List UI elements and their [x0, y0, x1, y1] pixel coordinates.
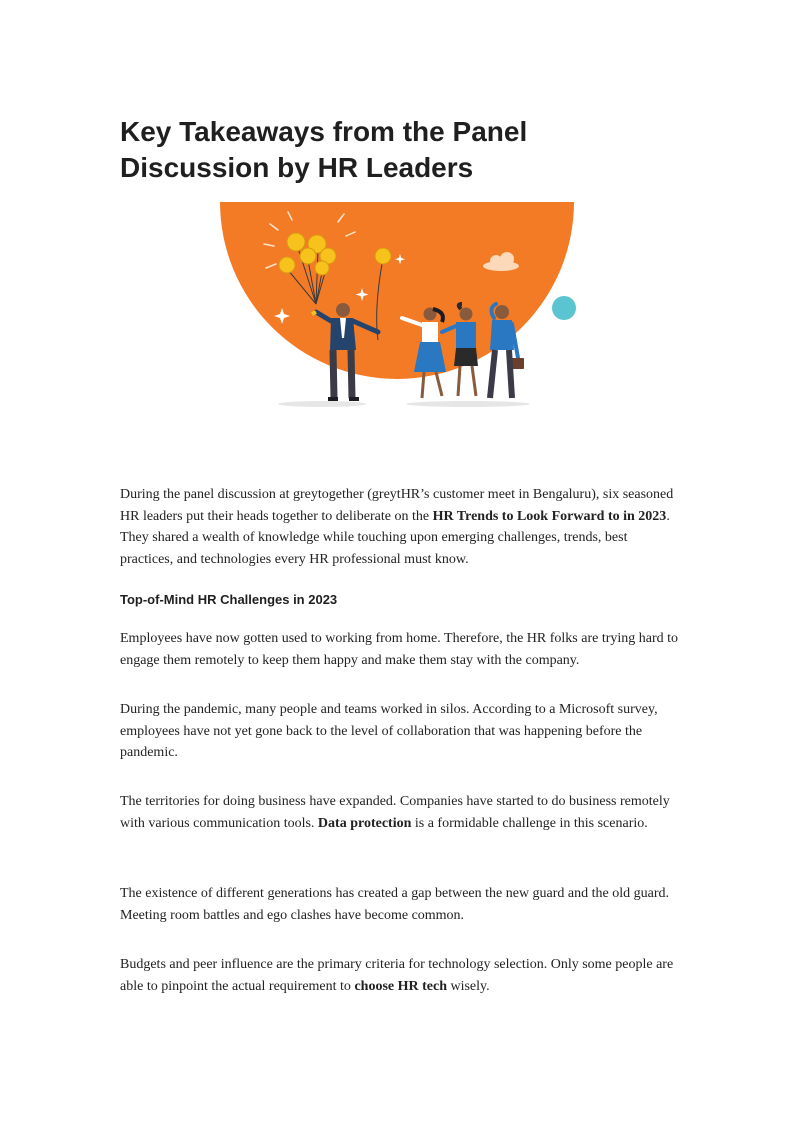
choose-hr-tech-link[interactable]: choose HR tech: [354, 978, 447, 994]
challenge-paragraph-4: The existence of different generations has created a gap between the new guard and the old guard. Meeting room battles and ego clashes have become common.: [120, 886, 670, 923]
challenge-paragraph-3: The territories for doing business have expanded. Companies have started to do business remotely with various communication tools. Data protection is a formidable challenge in this scenario.: [120, 794, 670, 831]
hero-illustration: [218, 200, 578, 412]
orange-semicircle-shape: [220, 202, 574, 379]
page-title: [120, 114, 680, 186]
section-heading: Top-of-Mind HR Challenges in 2023: [120, 592, 338, 607]
ground-shadow: [406, 401, 530, 407]
data-protection-link[interactable]: Data protection: [317, 815, 412, 831]
intro-paragraph: During the panel discussion at greytogether (greytHR’s customer meet in Bengaluru), six seasoned HR leaders put their heads together to deliberate on the HR Trends to Look Forward to in 2023. They shared a wealth of knowledge while touching upon emerging challenges, trends, best practices, and technologies every HR professional must know.: [120, 487, 674, 567]
teal-circle-shape: [552, 296, 576, 320]
challenge-paragraph-1: Employees have now gotten used to working from home. Therefore, the HR folks are trying hard to engage them remotely to keep them happy and make them stay with the company.: [120, 631, 679, 668]
hr-trends-link[interactable]: HR Trends to Look Forward to in 2023: [432, 508, 667, 524]
title-line-2: Discussion by HR Leaders: [120, 152, 474, 183]
ground-shadow: [278, 401, 366, 407]
challenge-paragraph-2: During the pandemic, many people and teams worked in silos. According to a Microsoft survey, employees have not yet gone back to the level of collaboration that was happening before the pandemic.: [120, 702, 658, 760]
challenge-paragraph-5: Budgets and peer influence are the primary criteria for technology selection. Only some people are able to pinpoint the actual requirement to choose HR tech wisely.: [120, 957, 674, 994]
title-line-1: Key Takeaways from the Panel: [120, 116, 528, 147]
